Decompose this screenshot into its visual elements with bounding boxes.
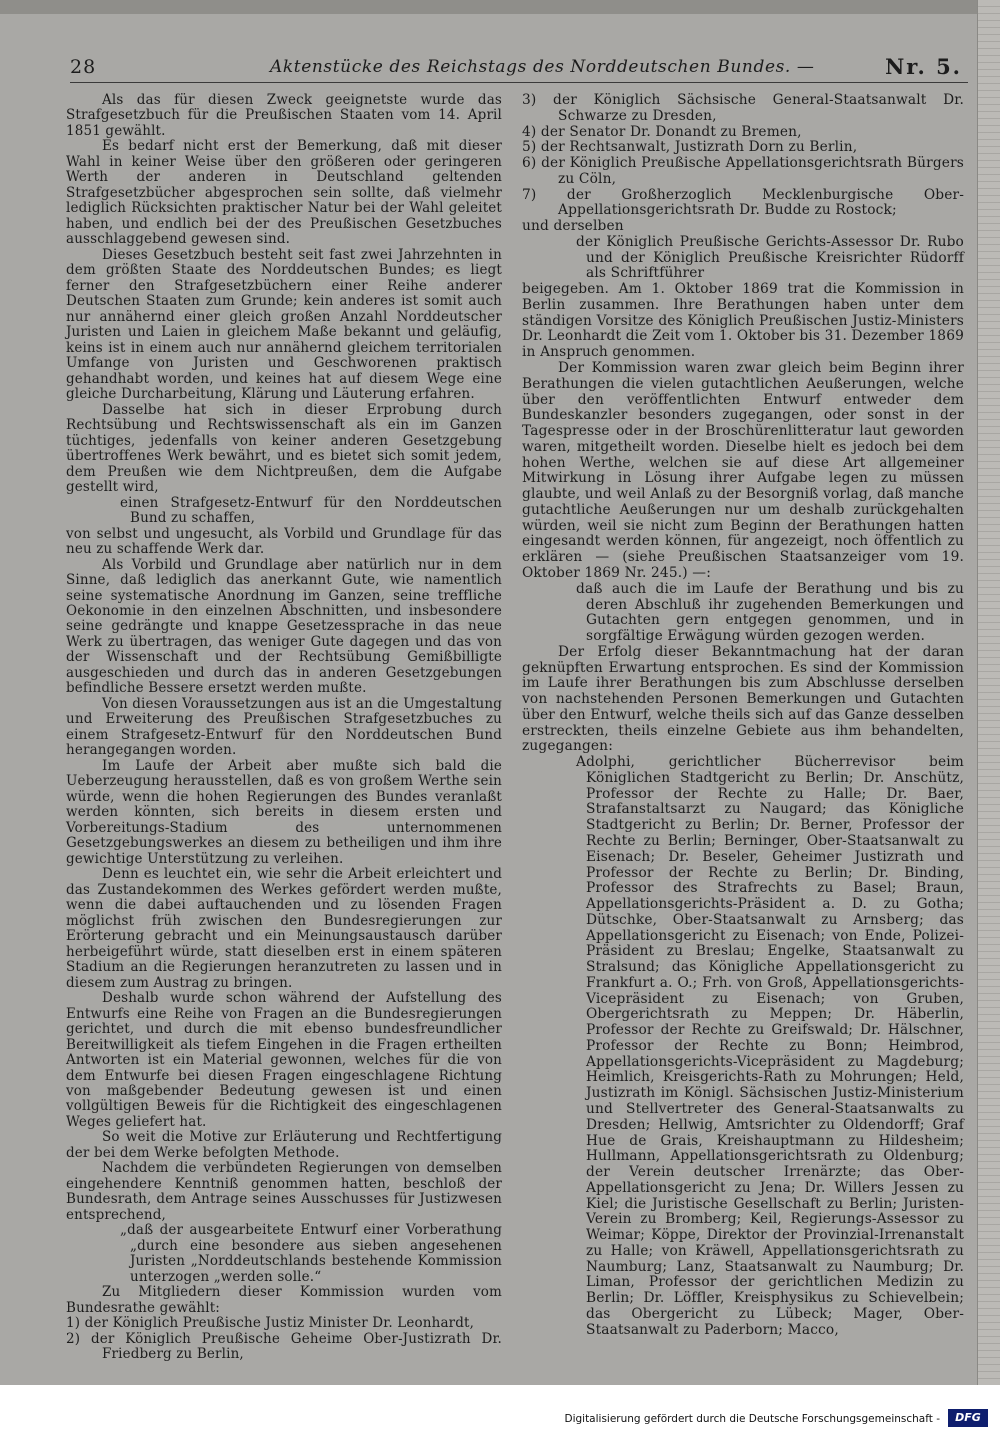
paragraph: Deshalb wurde schon während der Aufstellung des Entwurfs eine Reihe von Fragen an die Bundesregierungen gerichtet, und durch die mit ebenso bundesfreundlicher Bereitwilligkeit als tiefem Eingehen in die Fragen ertheilten Antworten ist ein Material gewonnen, welches für die von dem Entwurfe bei diesen Fragen eingeschlagene Richtung von maßgebender Bedeutung gewesen ist und einen vollgültigen Beweis für die Richtigkeit des eingeschlagenen Weges geliefert hat. — [66, 990, 502, 1130]
paragraph: Nachdem die verbündeten Regierungen von demselben eingehendere Kenntniß genommen hatten, beschloß der Bundesrath, dem Antrage seines Ausschusses für Justizwesen entsprechend, — [66, 1160, 502, 1223]
scan-top-edge — [0, 0, 1000, 14]
paragraph: 5) der Rechtsanwalt, Justizrath Dorn zu Berlin, — [522, 139, 858, 156]
page-number: 28 — [70, 56, 97, 78]
footer-bar — [0, 1385, 1000, 1432]
paragraph: Denn es leuchtet ein, wie sehr die Arbeit erleichtert und das Zustandekommen des Werkes gefördert werden mußte, wenn die dabei auftauchenden und zu lösenden Fragen möglichst früh zwischen den Bundesregierungen zur Erörterung gebracht und ein Meinungsaustausch darüber herbeigeführt würde, statt dieselben erst in einem späteren Stadium an die Regierungen heranzutreten zu lassen und in diesem zum Austrag zu bringen. — [66, 866, 502, 991]
document-number: Nr. 5. — [885, 54, 962, 79]
paragraph: einen Strafgesetz-Entwurf für den Norddeutschen Bund zu schaffen, — [120, 494, 502, 527]
paragraph: 1) der Königlich Preußische Justiz Minister Dr. Leonhardt, — [66, 1315, 475, 1332]
paragraph: 4) der Senator Dr. Donandt zu Bremen, — [522, 123, 802, 140]
paragraph: 7) der Großherzoglich Mecklenburgische Ober-Appellationsgerichtsrath Dr. Budde zu Rostock; — [522, 186, 964, 219]
paragraph: Adolphi, gerichtlicher Bücherrevisor beim Königlichen Stadtgericht zu Berlin; Dr. Anschütz, Professor der Rechte zu Halle; Dr. Baer, Strafanstaltsarzt zu Naugard; das Königliche Stadtgericht zu Berlin; Dr. Berner, Professor der Rechte zu Berlin; Berninger, Ober-Staatsanwalt zu Eisenach; Dr. Beseler, Geheimer Justizrath und Professor der Rechte zu Berlin; Dr. Binding, Professor des Strafrechts zu Basel; Braun, Appellationsgerichts-Präsident a. D. zu Gotha; Dütschke, Ober-Staatsanwalt zu Arnsberg; das Appellationsgericht zu Eisenach; von Ende, Polizei-Präsident zu Breslau; Engelke, Staatsanwalt zu Stralsund; das Königliche Appellationsgericht zu Frankfurt a. O.; Frh. von Groß, Appellationsgerichts-Vicepräsident zu Eisenach; von Gruben, Obergerichtsrath zu Meppen; Dr. Häberlin, Professor der Rechte zu Greifswald; Dr. Hälschner, Professor der Rechte zu Bonn; Heimbrod, Appellationsgerichts-Vicepräsident zu Magdeburg; Heimlich, Kreisgerichts-Rath zu Mohrungen; Held, Justizrath im Königl. Sächsischen Justiz-Ministerium und Stellvertreter des General-Staatsanwalts zu Dresden; Hellwig, Amtsrichter zu Oldendorff; Graf Hue de Grais, Kreishauptmann zu Hildesheim; Hullmann, Appellationsgerichtsrath zu Oldenburg; der Verein deutscher Irrenärzte; das Ober-Appellationsgericht zu Jena; Dr. Willers Jessen zu Kiel; die Juristische Gesellschaft zu Berlin; Juristen-Verein zu Bromberg; Keil, Regierungs-Assessor zu Weimar; Köppe, Direktor der Provinzial-Irrenanstalt zu Halle; von Kräwell, Appellationsgerichtsrath zu Naumburg; Lanz, Staatsanwalt zu Naumburg; Dr. Liman, Professor der gerichtlichen Medizin zu Berlin; Dr. Löffler, Kreisphysikus zu Schievelbein; das Obergericht zu Lübeck; Mager, Ober-Staatsanwalt zu Paderborn; Macco, — [576, 754, 964, 1338]
paragraph: der Königlich Preußische Gerichts-Assessor Dr. Rubo und der Königlich Preußische Kreisrichter Rüdorff als Schriftführer — [576, 233, 964, 282]
paragraph: Der Kommission waren zwar gleich beim Beginn ihrer Berathungen die vielen gutachtlichen Aeußerungen, welche über den veröffentlichten Entwurf entweder dem Bundeskanzler besonders zugegangen, oder sonst in der Tagespresse oder in der Broschürenlitteratur laut geworden waren, mitgetheilt worden. Dieselbe hielt es jedoch bei dem hohen Werthe, welchen sie auf diese Art allgemeiner Mitwirkung in Lösung ihrer Aufgabe legen zu müssen glaubte, und weil Anlaß zu der Besorgniß vorlag, daß manche gutachtliche Aeußerungen nur um deshalb zurückgehalten würden, weil sie nicht zum Beginn der Berathungen hatten eingesandt werden können, für angezeigt, noch öffentlich zu erklären — (siehe Preußischen Staatsanzeiger vom 19. Oktober 1869 Nr. 245.) —: — [522, 360, 964, 581]
paragraph: So weit die Motive zur Erläuterung und Rechtfertigung der bei dem Werke befolgten Methode. — [66, 1129, 502, 1161]
paragraph: Es bedarf nicht erst der Bemerkung, daß mit dieser Wahl in keiner Weise über den größeren oder geringeren Werth der anderen in Deutschland geltenden Strafgesetzbücher abgesprochen sein sollte, daß vielmehr lediglich Rücksichten praktischer Natur bei der Wahl geleitet haben, und endlich bei der des Preußischen Gesetzbuches ausschlaggebend gewesen sind. — [66, 138, 502, 248]
right-column — [522, 93, 964, 1338]
paragraph: Zu Mitgliedern dieser Kommission wurden vom Bundesrathe gewählt: — [66, 1284, 502, 1316]
paragraph: 3) der Königlich Sächsische General-Staatsanwalt Dr. Schwarze zu Dresden, — [522, 92, 964, 124]
paragraph: Im Laufe der Arbeit aber mußte sich bald die Ueberzeugung herausstellen, daß es von großem Werthe sein würde, wenn die hohen Regierungen des Bundes veranlaßt werden könnten, sich bereits in diesem ersten und Vorbereitungs-Stadium des unternommenen Gesetzgebungswerkes an diesem zu betheiligen und ihm ihre gewichtige Unterstützung zu verleihen. — [66, 757, 502, 867]
scan-right-edge — [977, 0, 1000, 1385]
paragraph: Von diesen Voraussetzungen aus ist an die Umgestaltung und Erweiterung des Preußischen Strafgesetzbuches zu einem Strafgesetz-Entwurf für den Norddeutschen Bund herangegangen worden. — [66, 695, 502, 759]
paragraph: Dasselbe hat sich in dieser Erprobung durch Rechtsübung und Rechtswissenschaft als ein im Ganzen tüchtiges, jedenfalls von keiner anderen Gesetzgebung übertroffenes Werk bewährt, und es bietet sich somit jedem, dem Preußen wie dem Nichtpreußen, dem die Aufgabe gestellt wird, — [66, 401, 502, 496]
paragraph: 6) der Königlich Preußische Appellationsgerichtsrath Bürgers zu Cöln, — [522, 155, 964, 187]
paragraph: von selbst und ungesucht, als Vorbild und Grundlage für das neu zu schaffende Werk dar. — [66, 525, 502, 558]
page-header — [70, 52, 968, 83]
paragraph: und derselben — [522, 218, 624, 235]
paragraph: Dieses Gesetzbuch besteht seit fast zwei Jahrzehnten in dem größten Staate des Norddeutschen Bundes; es liegt ferner den Strafgesetzbüchern einer Reihe anderer Deutschen Staaten zum Grunde; kein anderes ist somit auch nur annähernd einer gleich großen Anzahl Norddeutscher Juristen und Laien in gleichem Maße bekannt und geläufig, keins ist in einem auch nur annähernd gleichem territorialen Umfange von Juristen und Geschworenen praktisch gehandhabt worden, und keines hat auf diesem Wege eine gleiche Durcharbeitung, Klärung und Läuterung erfahren. — [66, 246, 502, 403]
paragraph: 2) der Königlich Preußische Geheime Ober-Justizrath Dr. Friedberg zu Berlin, — [66, 1330, 502, 1363]
running-title: Aktenstücke des Reichstags des Norddeutschen Bundes. — — [270, 57, 815, 77]
paragraph: beigegeben. Am 1. Oktober 1869 trat die Kommission in Berlin zusammen. Ihre Berathungen haben unter dem ständigen Vorsitze des Königlich Preußischen Justiz-Ministers Dr. Leonhardt die Zeit vom 1. Oktober bis 31. Dezember 1869 in Anspruch genommen. — [522, 281, 964, 361]
paragraph: „daß der ausgearbeitete Entwurf einer Vorberathung „durch eine besondere aus sieben angesehenen Juristen „Norddeutschlands bestehende Kommission unterzogen „werden solle.“ — [120, 1222, 502, 1285]
paragraph: Der Erfolg dieser Bekanntmachung hat der daran geknüpften Erwartung entsprochen. Es sind der Kommission im Laufe ihrer Berathungen bis zum Abschlusse derselben von nachstehenden Personen Bemerkungen und Gutachten über den Entwurf, welche theils sich auf das Ganze desselben erstreckten, theils einzelne Gebiete aus ihm behandelten, zugegangen: — [522, 643, 964, 755]
paragraph: Als Vorbild und Grundlage aber natürlich nur in dem Sinne, daß lediglich das anerkannt Gute, wie namentlich seine systematische Anordnung im Ganzen, seine treffliche Oekonomie in den einzelnen Abschnitten, und insbesondere seine gedrängte und knappe Gesetzessprache in das neue Werk zu übertragen, das weniger Gute dagegen und das von der Wissenschaft und der Rechtsübung Gemißbilligte ausgeschieden und durch das in anderen Gesetzgebungen befindliche Bessere ersetzt werden mußte. — [66, 556, 502, 697]
funding-credit: Digitalisierung gefördert durch die Deutsche Forschungsgemeinschaft - — [564, 1413, 940, 1425]
left-column — [66, 93, 502, 1363]
dfg-logo: DFG — [948, 1409, 988, 1427]
paragraph: Als das für diesen Zweck geeignetste wurde das Strafgesetzbuch für die Preußischen Staaten vom 14. April 1851 gewählt. — [66, 92, 502, 139]
paragraph: daß auch die im Laufe der Berathung und bis zu deren Abschluß ihr zugehenden Bemerkungen und Gutachten gern entgegen genommen, und in sorgfältige Erwägung würden gezogen werden. — [576, 580, 964, 645]
